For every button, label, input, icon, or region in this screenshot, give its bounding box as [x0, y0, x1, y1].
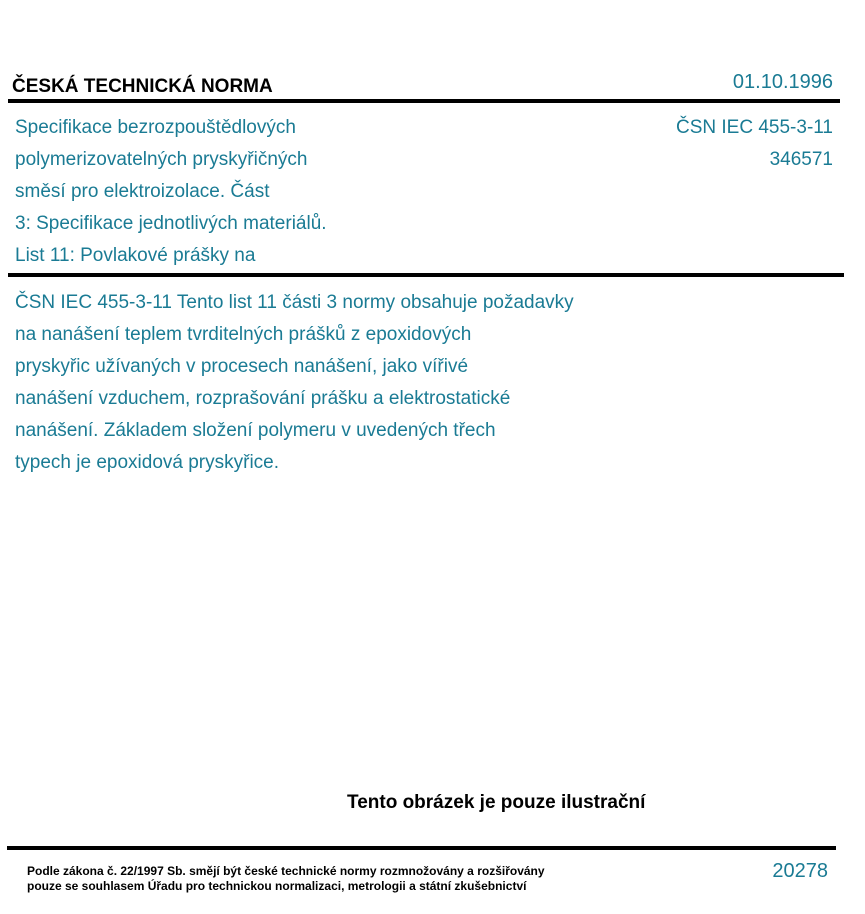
classification-code: 346571	[769, 149, 833, 170]
legal-notice-line: Podle zákona č. 22/1997 Sb. smějí být české technické normy rozmnožovány a rozšiřovány	[27, 864, 545, 878]
publication-date: 01.10.1996	[732, 71, 833, 93]
title-line: polymerizovatelných pryskyřičných	[15, 149, 308, 170]
title-line: směsí pro elektroizolace. Část	[15, 181, 270, 202]
abstract-line: nanášení vzduchem, rozprašování prášku a elektrostatické	[15, 388, 511, 409]
standard-code: ČSN IEC 455-3-11	[676, 117, 833, 138]
header-rule	[8, 99, 840, 103]
title-line: 3: Specifikace jednotlivých materiálů.	[15, 213, 327, 234]
footer-rule	[7, 846, 836, 850]
illustration-note: Tento obrázek je pouze ilustrační	[347, 792, 646, 813]
abstract-line: pryskyřic užívaných v procesech nanášení, jako vířivé	[15, 356, 469, 377]
title-line: List 11: Povlakové prášky na	[15, 245, 256, 266]
norm-label: ČESKÁ TECHNICKÁ NORMA	[12, 76, 273, 97]
abstract-line: nanášení. Základem složení polymeru v uvedených třech	[15, 420, 496, 441]
document-number: 20278	[772, 860, 828, 882]
title-rule	[8, 273, 844, 277]
abstract-line: typech je epoxidová pryskyřice.	[15, 452, 280, 473]
abstract-line: ČSN IEC 455-3-11 Tento list 11 části 3 normy obsahuje požadavky	[15, 292, 574, 313]
legal-notice-line: pouze se souhlasem Úřadu pro technickou normalizaci, metrologii a státní zkušebnictví	[27, 879, 527, 893]
title-line: Specifikace bezrozpouštědlových	[15, 117, 296, 138]
abstract-line: na nanášení teplem tvrditelných prášků z epoxidových	[15, 324, 472, 345]
